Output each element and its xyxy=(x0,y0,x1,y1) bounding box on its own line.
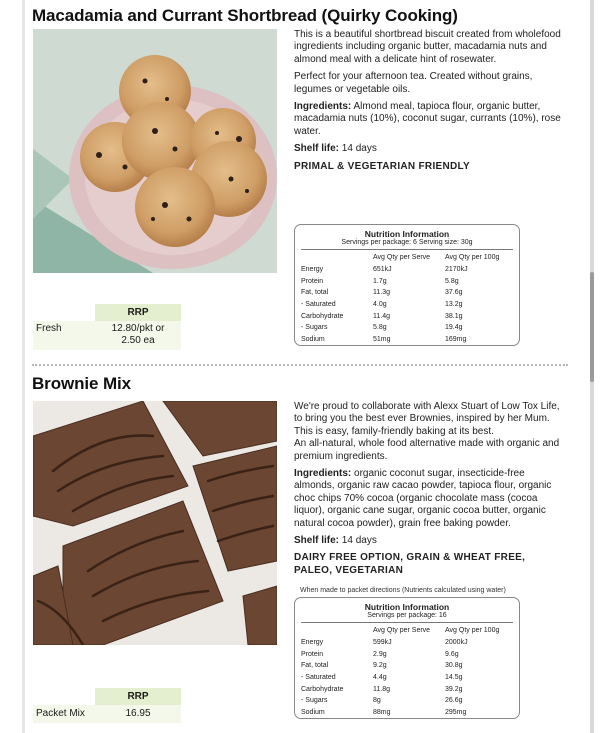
rrp-name: Fresh xyxy=(36,323,62,334)
nutrient-name: Sodium xyxy=(301,708,325,716)
ingredients-text xyxy=(294,101,566,138)
nutrient-serve: 11.4g xyxy=(373,312,390,320)
shelf-life-text xyxy=(294,143,566,155)
scrollbar-thumb[interactable] xyxy=(590,272,594,382)
description-paragraph: An all-natural, whole food alternative made with organic and premium ingredients. xyxy=(294,438,560,462)
rrp-price-line: 2.50 ea xyxy=(121,335,155,346)
rrp-table xyxy=(33,688,181,723)
rrp-label: RRP xyxy=(95,304,181,321)
col-header-100g: Avg Qty per 100g xyxy=(445,626,500,634)
nutrient-per100: 5.8g xyxy=(445,277,459,285)
description-paragraph: We're proud to collaborate with Alexx Stuart of Low Tox Life, to bring you the best ever Brownies, inspired by her Mum. This is easy, family-friendly baking at its best. xyxy=(294,401,560,437)
rrp-label: RRP xyxy=(95,688,181,705)
table-row xyxy=(301,287,513,299)
nutrition-title: Nutrition Information xyxy=(364,229,450,239)
nutrient-per100: 38.1g xyxy=(445,312,463,320)
product-title: Macadamia and Currant Shortbread (Quirky Cooking) xyxy=(32,6,458,25)
nutrition-table xyxy=(301,623,513,718)
section-divider xyxy=(32,364,568,366)
nutrient-per100: 37.6g xyxy=(445,289,463,297)
dietary-tag: PRIMAL & VEGETARIAN FRIENDLY xyxy=(294,160,471,172)
table-row xyxy=(301,672,513,684)
shelf-life-label: Shelf life: xyxy=(294,535,340,547)
nutrition-table xyxy=(301,250,513,345)
shelf-life-value: 14 days xyxy=(341,535,377,547)
shelf-life-value: 14 days xyxy=(341,143,377,155)
nutrient-per100: 13.2g xyxy=(445,301,463,309)
nutrient-per100: 169mg xyxy=(445,335,467,343)
description-paragraph: Perfect for your afternoon tea. Created without grains, legumes or vegetable oils. xyxy=(294,71,533,95)
table-row xyxy=(301,637,513,649)
nutrition-panel xyxy=(294,597,520,719)
nutrient-serve: 88mg xyxy=(373,708,391,716)
product-description xyxy=(294,401,566,577)
nutrient-serve: 1.7g xyxy=(373,277,387,285)
nutrient-serve: 651kJ xyxy=(373,266,392,274)
nutrient-serve: 11.3g xyxy=(373,289,390,297)
col-header-100g: Avg Qty per 100g xyxy=(445,253,500,261)
nutrient-per100: 14.5g xyxy=(445,674,463,682)
col-header-serve: Avg Qty per Serve xyxy=(373,626,431,634)
nutrient-name: Carbohydrate xyxy=(301,685,344,693)
product-description xyxy=(294,29,566,173)
nutrient-per100: 2170kJ xyxy=(445,266,468,274)
nutrient-per100: 9.6g xyxy=(445,650,459,658)
left-page-edge xyxy=(22,0,25,733)
table-row xyxy=(301,649,513,661)
nutrient-name: Fat, total xyxy=(301,289,329,297)
table-row xyxy=(301,310,513,322)
nutrient-serve: 4.4g xyxy=(373,674,387,682)
table-row xyxy=(301,322,513,334)
nutrient-name: Protein xyxy=(301,650,324,658)
nutrient-serve: 4.0g xyxy=(373,301,387,309)
ingredients-value: Almond meal, tapioca flour, organic butter, macadamia nuts (10%), coconut sugar, currants (10%), rose water. xyxy=(294,101,561,137)
dietary-tag: DAIRY FREE OPTION, GRAIN & WHEAT FREE, xyxy=(294,552,526,564)
brownie-slices-photo xyxy=(33,401,277,645)
rrp-price-line: 12.80/pkt or xyxy=(111,323,165,334)
nutrient-per100: 39.2g xyxy=(445,685,463,693)
nutrient-name: Sodium xyxy=(301,335,325,343)
nutrient-per100: 30.8g xyxy=(445,662,463,670)
nutrient-name: Carbohydrate xyxy=(301,312,344,320)
nutrient-per100: 295mg xyxy=(445,708,467,716)
ingredients-label: Ingredients: xyxy=(294,101,352,113)
table-row xyxy=(301,707,513,719)
col-header-serve: Avg Qty per Serve xyxy=(373,253,431,261)
rrp-name: Packet Mix xyxy=(36,708,85,719)
nutrient-serve: 5.8g xyxy=(373,324,387,332)
nutrition-servings: Servings per package: 16 xyxy=(301,612,513,623)
rrp-row xyxy=(33,705,181,723)
nutrient-serve: 11.8g xyxy=(373,685,390,693)
table-row xyxy=(301,264,513,276)
table-row xyxy=(301,276,513,288)
nutrient-per100: 2000kJ xyxy=(445,639,468,647)
nutrient-name: Energy xyxy=(301,266,324,274)
description-paragraph: This is a beautiful shortbread biscuit created from wholefood ingredients including organic butter, macadamia nuts and almond meal with a delicate hint of rosewater. xyxy=(294,29,561,65)
nutrient-per100: 26.6g xyxy=(445,697,463,705)
rrp-price: 16.95 xyxy=(125,708,151,719)
table-row xyxy=(301,683,513,695)
nutrient-name: - Sugars xyxy=(301,324,328,332)
product-title: Brownie Mix xyxy=(32,374,132,393)
shortbread-cookies-photo xyxy=(33,29,277,273)
nutrition-note: When made to packet directions (Nutrients calculated using water) xyxy=(300,587,506,594)
nutrient-name: - Saturated xyxy=(301,301,336,309)
nutrition-panel xyxy=(294,224,520,346)
rrp-price xyxy=(95,321,181,350)
rrp-row xyxy=(33,321,181,350)
nutrient-serve: 2.9g xyxy=(373,650,387,658)
ingredients-value: organic coconut sugar, insecticide-free almonds, organic raw cacao powder, tapioca flour, organic choc chips 70% cocoa (organic chocolate mass (cocoa liquor), organic cane sugar, organic cocoa butter, organic natural cocoa powder), grain free baking powder. xyxy=(294,468,552,529)
nutrient-name: Protein xyxy=(301,277,324,285)
ingredients-label: Ingredients: xyxy=(294,468,352,480)
nutrient-serve: 51mg xyxy=(373,335,391,343)
nutrition-servings: Servings per package: 6 Serving size: 30g xyxy=(301,239,513,250)
nutrient-serve: 9.2g xyxy=(373,662,387,670)
table-row xyxy=(301,299,513,311)
nutrient-per100: 19.4g xyxy=(445,324,463,332)
shelf-life-text xyxy=(294,535,566,547)
rrp-table xyxy=(33,304,181,350)
nutrient-serve: 599kJ xyxy=(373,639,392,647)
nutrition-title: Nutrition Information xyxy=(364,602,450,612)
nutrient-name: Energy xyxy=(301,639,324,647)
ingredients-text xyxy=(294,468,566,530)
nutrient-serve: 8g xyxy=(373,697,381,705)
table-row xyxy=(301,695,513,707)
shelf-life-label: Shelf life: xyxy=(294,143,340,155)
nutrient-name: Fat, total xyxy=(301,662,329,670)
dietary-tag: PALEO, VEGETARIAN xyxy=(294,564,404,576)
table-row xyxy=(301,334,513,346)
nutrient-name: - Saturated xyxy=(301,674,336,682)
nutrient-name: - Sugars xyxy=(301,697,328,705)
table-row xyxy=(301,660,513,672)
